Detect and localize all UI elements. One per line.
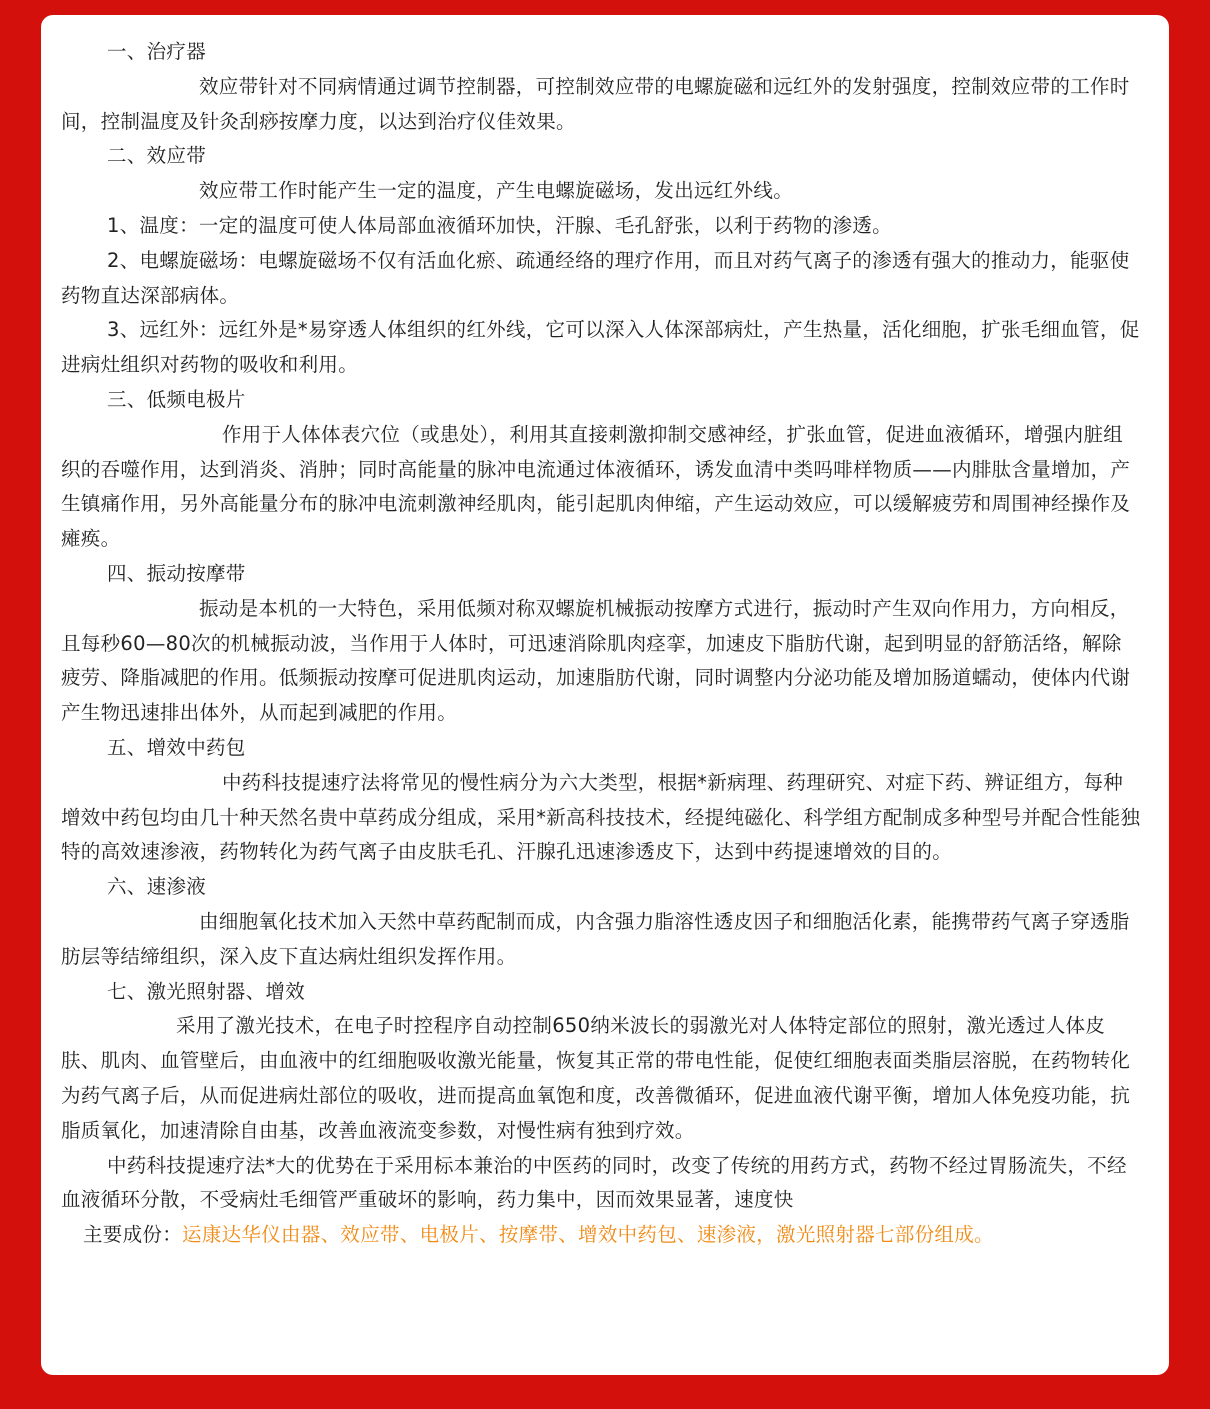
summary-label: 主要成份： (83, 1223, 183, 1247)
section-heading-5: 五、增效中药包 (107, 735, 246, 759)
section-item-temperature: 1、温度：一定的温度可使人体局部血液循环加快，汗腺、毛孔舒张，以利于药物的渗透。 (107, 213, 892, 237)
section-text-6: 由细胞氧化技术加入天然中草药配制而成，内含强力脂溶性透皮因子和细胞活化素，能携带药气离子穿透脂肪层等结缔组织，深入皮下直达病灶组织发挥作用。 (61, 909, 1130, 968)
summary-value: 运康达华仪由器、效应带、电极片、按摩带、增效中药包、速渗液，激光照射器七部份组成。 (182, 1223, 994, 1247)
section-heading-7: 七、激光照射器、增效 (107, 979, 306, 1003)
section-heading-1: 一、治疗器 (107, 40, 207, 63)
content-card (41, 15, 1169, 1375)
section-text-7: 采用了激光技术，在电子时控程序自动控制650纳米波长的弱激光对人体特定部位的照射，激光透过人体皮肤、肌肉、血管壁后，由血液中的红细胞吸收激光能量，恢复其正常的带电性能，促使红细胞表面类脂层溶脱，在药物转化为药气离子后，从而促进病灶部位的吸收，进而提高血氧饱和度，改善微循环，促进血液代谢平衡，增加人体免疫功能，抗脂质氧化，加速清除自由基，改善血液流变参数，对慢性病有独到疗效。 (61, 1014, 1131, 1142)
section-text-4: 振动是本机的一大特色，采用低频对称双螺旋机械振动按摩方式进行，振动时产生双向作用力，方向相反，且每秒60—80次的机械振动波，当作用于人体时，可迅速消除肌肉痉挛，加速皮下脂肪代谢，起到明显的舒筋活络，解除疲劳、降脂减肥的作用。低频振动按摩可促进肌肉运动，加速脂肪代谢，同时调整内分泌功能及增加肠道蠕动，使体内代谢产生物迅速排出体外，从而起到减肥的作用。 (61, 596, 1131, 725)
section-heading-3: 三、低频电极片 (107, 387, 246, 411)
section-text-5: 中药科技提速疗法将常见的慢性病分为六大类型，根据*新病理、药理研究、对症下药、辨证组方，每种增效中药包均由几十种天然名贵中草药成分组成，采用*新高科技技术，经提纯磁化、科学组方配制成多种型号并配合性能独特的高效速渗液，药物转化为药气离子由皮肤毛孔、汗腺孔迅速渗透皮下，达到中药提速增效的目的。 (61, 770, 1141, 864)
section-text-3: 作用于人体体表穴位（或患处），利用其直接刺激抑制交感神经，扩张血管，促进血液循环，增强内脏组织的吞噬作用，达到消炎、消肿；同时高能量的脉冲电流通过体液循环，诱发血清中类吗啡样物质——内腓肽含量增加，产生镇痛作用，另外高能量分布的脉冲电流刺激神经肌肉，能引起肌肉伸缩，产生运动效应，可以缓解疲劳和周围神经操作及瘫痪。 (61, 422, 1131, 551)
section-item-magnetic: 2、电螺旋磁场：电螺旋磁场不仅有活血化瘀、疏通经络的理疗作用，而且对药气离子的渗透有强大的推动力，能驱使药物直达深部病体。 (61, 248, 1130, 307)
closing-paragraph: 中药科技提速疗法*大的优势在于采用标本兼治的中医药的同时，改变了传统的用药方式，药物不经过胃肠流失，不经血液循环分散，不受病灶毛细管严重破坏的影响，药力集中，因而效果显著，速度快 (61, 1153, 1127, 1212)
section-item-infrared: 3、远红外：远红外是*易穿透人体组织的红外线，它可以深入人体深部病灶，产生热量，活化细胞，扩张毛细血管，促进病灶组织对药物的吸收和利用。 (61, 318, 1140, 377)
section-text-2: 效应带工作时能产生一定的温度，产生电螺旋磁场，发出远红外线。 (199, 179, 794, 203)
section-heading-2: 二、效应带 (107, 144, 207, 168)
section-text-1: 效应带针对不同病情通过调节控制器，可控制效应带的电螺旋磁和远红外的发射强度，控制效应带的工作时间，控制温度及针灸刮痧按摩力度，以达到治疗仪佳效果。 (61, 74, 1130, 133)
section-heading-6: 六、速渗液 (107, 875, 207, 899)
article-body (61, 35, 1141, 1253)
summary-line (61, 1218, 1141, 1253)
section-heading-4: 四、振动按摩带 (107, 561, 246, 585)
